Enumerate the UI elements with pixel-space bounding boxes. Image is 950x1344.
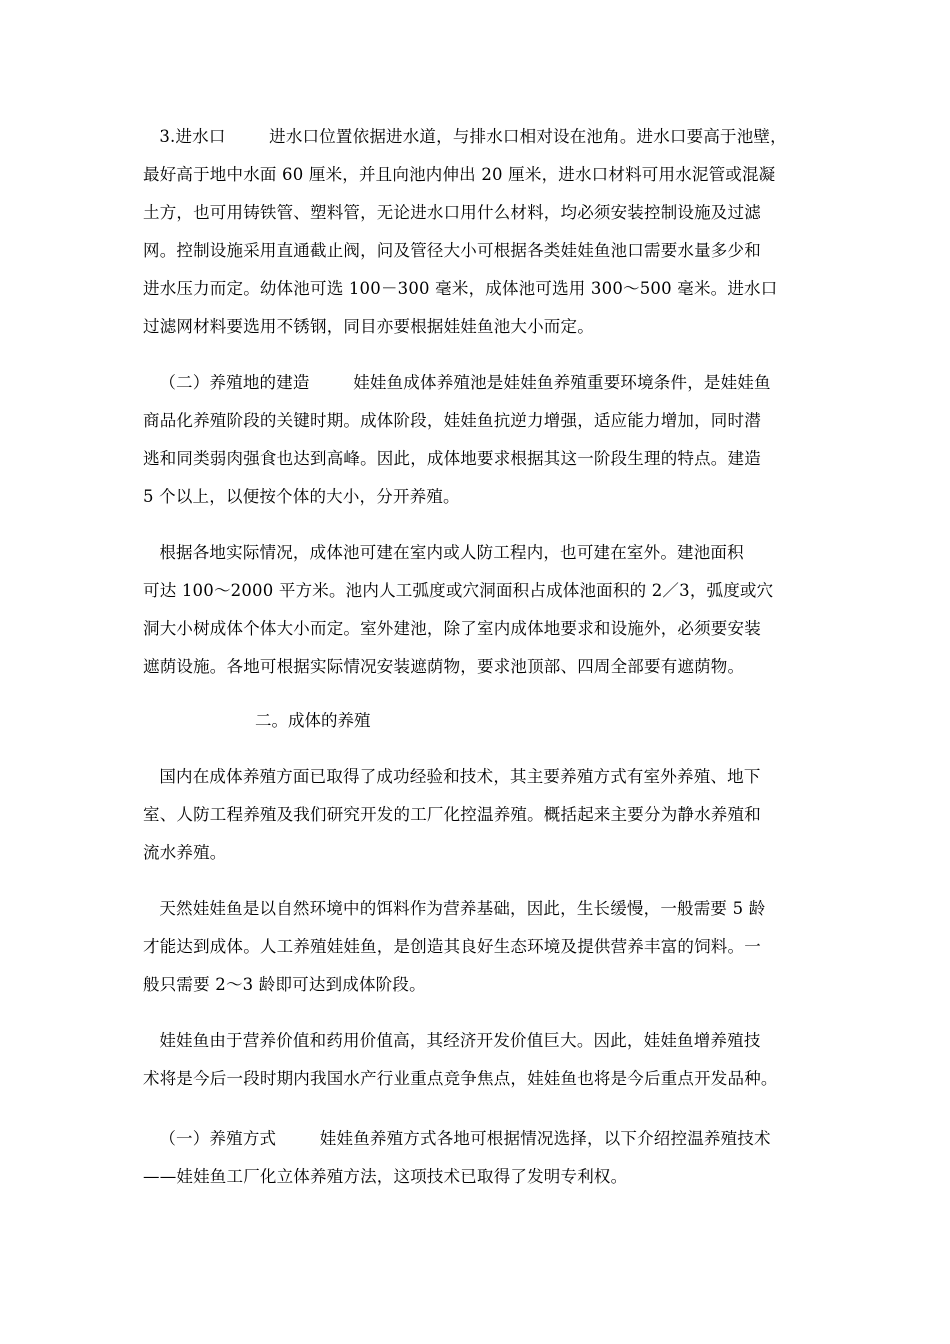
text-line: 可达 100～2000 平方米。池内人工弧度或穴洞面积占成体池面积的 2／3，弧度或穴	[143, 581, 774, 600]
text-line: （一）养殖方式 娃娃鱼养殖方式各地可根据情况选择，以下介绍控温养殖技术	[143, 1129, 771, 1148]
text-line: 商品化养殖阶段的关键时期。成体阶段，娃娃鱼抗逆力增强，适应能力增加，同时潜	[143, 411, 761, 430]
paragraph-pool-location	[143, 534, 813, 686]
text-line: 过滤网材料要选用不锈钢，同目亦要根据娃娃鱼池大小而定。	[143, 317, 594, 336]
text-line: ——娃娃鱼工厂化立体养殖方法，这项技术已取得了发明专利权。	[143, 1167, 628, 1186]
text-line: 术将是今后一段时期内我国水产行业重点竞争焦点，娃娃鱼也将是今后重点开发品种。	[143, 1069, 778, 1088]
text-line: 根据各地实际情况，成体池可建在室内或人防工程内，也可建在室外。建池面积	[143, 543, 744, 562]
text-line: 国内在成体养殖方面已取得了成功经验和技术，其主要养殖方式有室外养殖、地下	[143, 767, 761, 786]
text-line: 最好高于地中水面 60 厘米，并且向池内伸出 20 厘米，进水口材料可用水泥管或混凝	[143, 165, 776, 184]
text-line: 土方，也可用铸铁管、塑料管，无论进水口用什么材料，均必须安装控制设施及过滤	[143, 203, 761, 222]
text-line: 洞大小树成体个体大小而定。室外建池，除了室内成体地要求和设施外，必须要安装	[143, 619, 761, 638]
paragraph-water-inlet	[143, 118, 813, 346]
paragraph-domestic-farming	[143, 758, 813, 872]
text-line: 才能达到成体。人工养殖娃娃鱼，是创造其良好生态环境及提供营养丰富的饲料。一	[143, 937, 761, 956]
text-line: 般只需要 2～3 龄即可达到成体阶段。	[143, 975, 426, 994]
paragraph-natural-growth	[143, 890, 813, 1004]
paragraph-farm-construction	[143, 364, 813, 516]
text-line: 遮荫设施。各地可根据实际情况安装遮荫物，要求池顶部、四周全部要有遮荫物。	[143, 657, 745, 676]
text-line: 5 个以上，以便按个体的大小，分开养殖。	[143, 487, 460, 506]
text-line: 逃和同类弱肉强食也达到高峰。因此，成体地要求根据其这一阶段生理的特点。建造	[143, 449, 761, 468]
paragraph-farming-method	[143, 1120, 813, 1196]
text-line: 3.进水口 进水口位置依据进水道，与排水口相对设在池角。进水口要高于池壁，	[143, 127, 787, 146]
paragraph-economic-value	[143, 1022, 813, 1098]
text-line: 流水养殖。	[143, 843, 227, 862]
section-heading: 二。成体的养殖	[255, 711, 371, 730]
text-line: 天然娃娃鱼是以自然环境中的饵料作为营养基础，因此，生长缓慢，一般需要 5 龄	[143, 899, 766, 918]
text-line: 娃娃鱼由于营养价值和药用价值高，其经济开发价值巨大。因此，娃娃鱼增养殖技	[143, 1031, 761, 1050]
text-line: （二）养殖地的建造 娃娃鱼成体养殖池是娃娃鱼养殖重要环境条件，是娃娃鱼	[143, 373, 771, 392]
text-line: 进水压力而定。幼体池可选 100－300 毫米，成体池可选用 300～500 毫米。进水口	[143, 279, 778, 298]
text-line: 室、人防工程养殖及我们研究开发的工厂化控温养殖。概括起来主要分为静水养殖和	[143, 805, 761, 824]
text-line: 网。控制设施采用直通截止阀，问及管径大小可根据各类娃娃鱼池口需要水量多少和	[143, 241, 761, 260]
